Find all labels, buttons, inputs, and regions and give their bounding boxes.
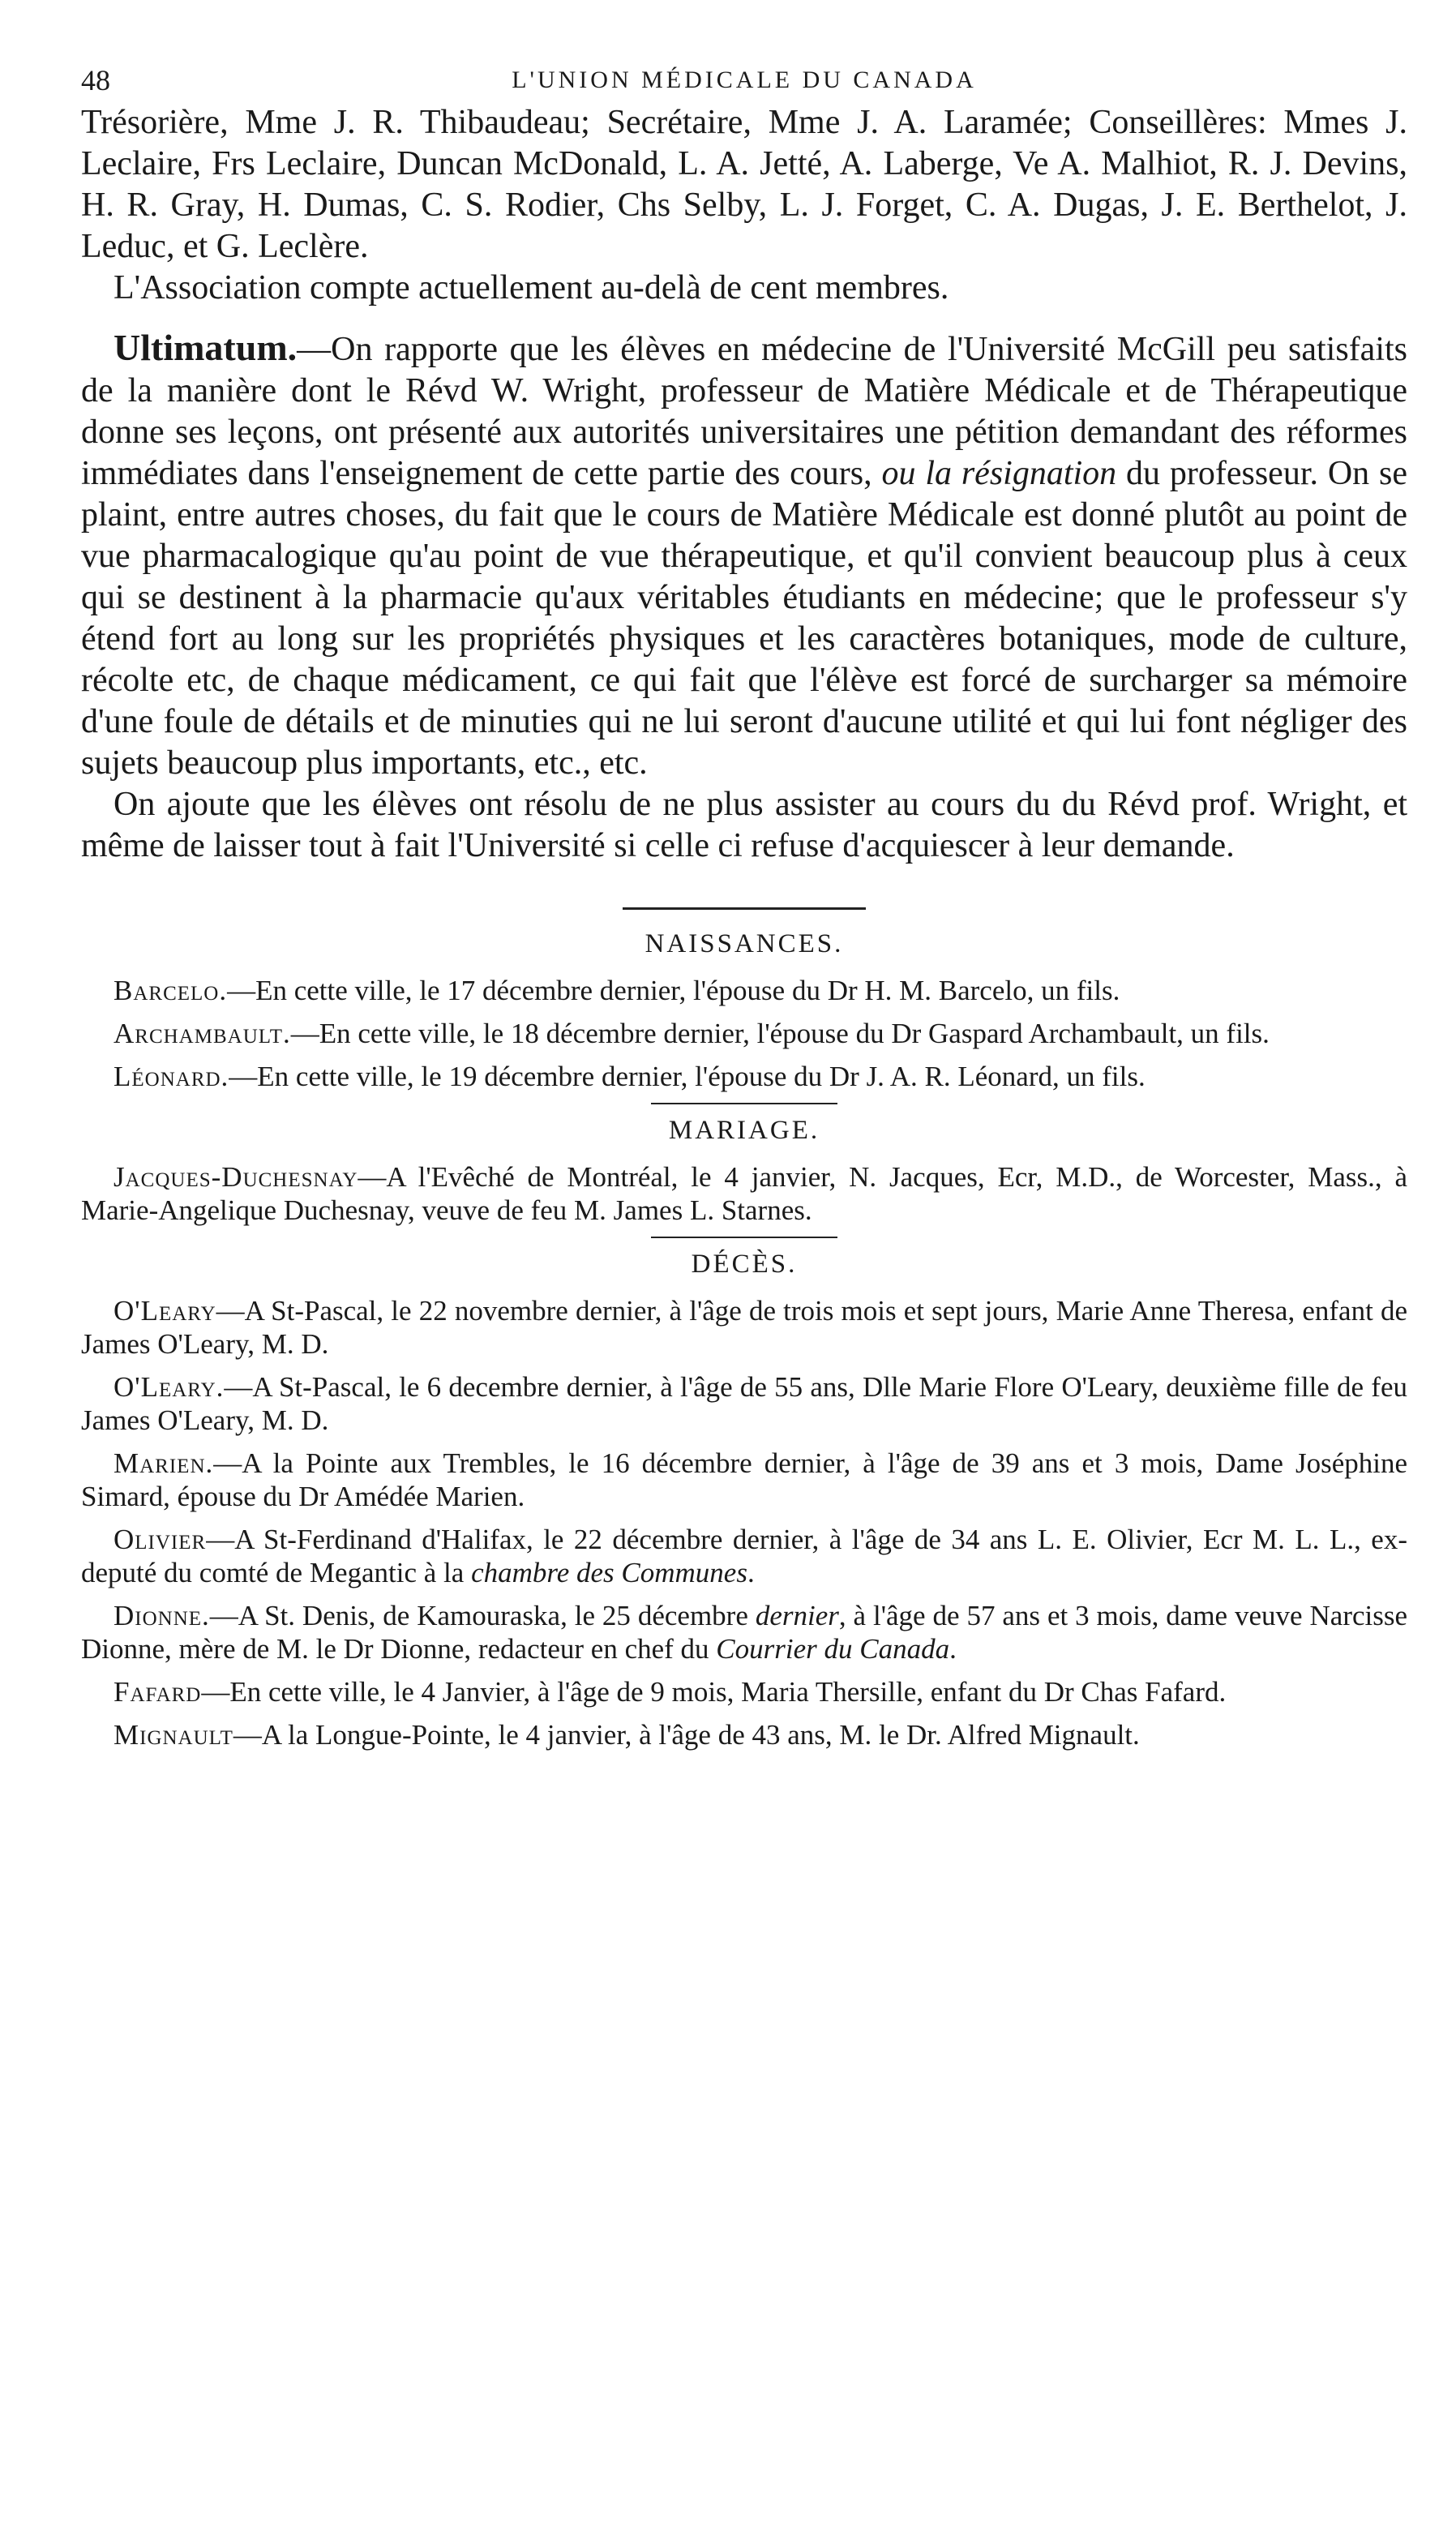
notice-entry: [81, 1523, 1407, 1589]
notice-text: —A St. Denis, de Kamouraska, le 25 décembre: [209, 1600, 748, 1631]
notice-text-after-2: .: [949, 1633, 957, 1665]
notice-entry: [81, 1447, 1407, 1513]
notice-text: —A St-Pascal, le 22 novembre dernier, à l'âge de trois mois et sept jours, Marie Anne Theresa, enfant de James O'Leary, M. D.: [81, 1295, 1407, 1360]
association-section: [81, 102, 1407, 867]
notice-entry: [81, 1294, 1407, 1361]
notice-name: Marien.: [113, 1447, 214, 1479]
notice-entry: [81, 1675, 1407, 1708]
notice-name: Mignault: [113, 1719, 233, 1751]
notice-emphasis-2: Courrier du Canada: [716, 1633, 950, 1665]
notice-text: —A St-Ferdinand d'Halifax, le 22 décembre dernier, à l'âge de 34 ans L. E. Olivier, Ecr M. L. L., ex-deputé du comté de Megantic à la: [81, 1524, 1407, 1588]
notice-text: —En cette ville, le 19 décembre dernier, l'épouse du Dr J. A. R. Léonard, un fils.: [229, 1061, 1146, 1092]
deces-heading: DÉCÈS.: [691, 1250, 798, 1279]
divider-rule: [651, 1237, 837, 1238]
notice-text: —En cette ville, le 18 décembre dernier, l'épouse du Dr Gaspard Archambault, un fils.: [290, 1018, 1270, 1049]
notice-text: —A la Pointe aux Trembles, le 16 décembre dernier, à l'âge de 39 ans et 3 mois, Dame Joséphine Simard, épouse du Dr Amédée Marien.: [81, 1447, 1407, 1512]
notice-emphasis: chambre des Communes: [471, 1557, 747, 1588]
notice-text: —A la Longue-Pointe, le 4 janvier, à l'âge de 43 ans, M. le Dr. Alfred Mignault.: [233, 1719, 1140, 1751]
notice-name: Olivier: [113, 1524, 207, 1555]
notice-entry: [81, 1060, 1407, 1093]
notice-entry: [81, 974, 1407, 1007]
divider-rule: [651, 1103, 837, 1104]
association-officers: Trésorière, Mme J. R. Thibaudeau; Secrétaire, Mme J. A. Laramée; Conseillères: Mmes J. Leclaire, Frs Leclaire, Duncan McDonald, L. A. Jetté, A. Laberge, Ve A. Malhiot, R. J. Devins, H. R. Gray, H. Dumas, C. S. Rodier, Chs Selby, L. J. Forget, C. A. Dugas, J. E. Berthelot, J. Leduc, et G. Leclère.: [81, 104, 1407, 265]
notice-name: Barcelo.: [113, 975, 228, 1006]
association-membership: L'Association compte actuellement au-delà de cent membres.: [113, 269, 949, 307]
running-head: [81, 57, 1407, 102]
journal-title: L'UNION MÉDICALE DU CANADA: [512, 66, 977, 93]
notice-entry: [81, 1718, 1407, 1751]
notice-name: Dionne.: [113, 1600, 210, 1631]
notice-name: O'Leary.: [113, 1371, 225, 1403]
deces-list: [81, 1294, 1407, 1751]
notice-text: —A St-Pascal, le 6 decembre dernier, à l'âge de 55 ans, Dlle Marie Flore O'Leary, deuxième fille de feu James O'Leary, M. D.: [81, 1371, 1407, 1436]
mariage-heading: MARIAGE.: [668, 1116, 820, 1145]
notice-text: —En cette ville, le 17 décembre dernier, l'épouse du Dr H. M. Barcelo, un fils.: [227, 975, 1120, 1006]
notice-name: O'Leary: [113, 1295, 216, 1327]
notice-entry: [81, 1599, 1407, 1665]
notice-name: Jacques-Duchesnay: [113, 1161, 358, 1193]
notice-name: Archambault.: [113, 1018, 291, 1049]
notice-text-after: .: [747, 1557, 755, 1588]
notice-entry: [81, 1160, 1407, 1227]
naissances-list: [81, 974, 1407, 1093]
ultimatum-paragraph: [81, 327, 1407, 784]
notice-emphasis: dernier: [755, 1600, 839, 1631]
section-divider: [623, 907, 866, 910]
ultimatum-title: Ultimatum.: [113, 327, 298, 368]
notice-text-after: , à l'âge de 57 ans et 3 mois, dame veuve Narcisse Dionne, mère de M. le Dr Dionne, redacteur en chef du: [81, 1600, 1408, 1665]
ultimatum-paragraph-2: On ajoute que les élèves ont résolu de ne plus assister au cours du du Révd prof. Wright, et même de laisser tout à fait l'Université si celle ci refuse d'acquiescer à leur demande.: [81, 786, 1407, 864]
notice-name: Fafard: [113, 1676, 202, 1708]
notice-text: —A l'Evêché de Montréal, le 4 janvier, N. Jacques, Ecr, M.D., de Worcester, Mass., à Marie-Angelique Duchesnay, veuve de feu M. James L. Starnes.: [81, 1161, 1407, 1226]
notice-entry: [81, 1370, 1407, 1437]
notice-name: Léonard.: [113, 1061, 229, 1092]
mariage-list: [81, 1160, 1407, 1227]
ultimatum-text-end: du professeur. On se plaint, entre autres choses, du fait que le cours de Matière Médicale est donné plutôt au point de vue pharmacalogique qu'au point de vue thérapeutique, et qu'il convient beaucoup plus à ceux qui se destinent à la pharmacie qu'aux véritables étudiants en médecine; que le professeur s'y étend fort au long sur les propriétés physiques et les caractères botaniques, mode de culture, récolte etc, de chaque médicament, ce qui fait que l'élève est forcé de surcharger sa mémoire d'une foule de détails et de minuties qui ne lui seront d'aucune utilité et qui lui font négliger des sujets beaucoup plus importants, etc., etc.: [81, 455, 1407, 782]
notice-text: —En cette ville, le 4 Janvier, à l'âge de 9 mois, Maria Thersille, enfant du Dr Chas Fafard.: [201, 1676, 1227, 1708]
ultimatum-emphasis: ou la résignation: [881, 455, 1117, 492]
ultimatum-text: —On rapporte que les élèves en médecine de l'Université McGill peu satisfaits de la manière dont le Révd W. Wright, professeur de Matière Médicale et de Thérapeutique donne ses leçons, ont présenté aux autorités universitaires une pétition demandant des réformes immédiates dans l'enseignement de cette partie des cours,: [81, 331, 1407, 492]
notice-entry: [81, 1017, 1407, 1050]
page-number: 48: [81, 64, 110, 96]
naissances-heading: NAISSANCES.: [644, 929, 844, 958]
